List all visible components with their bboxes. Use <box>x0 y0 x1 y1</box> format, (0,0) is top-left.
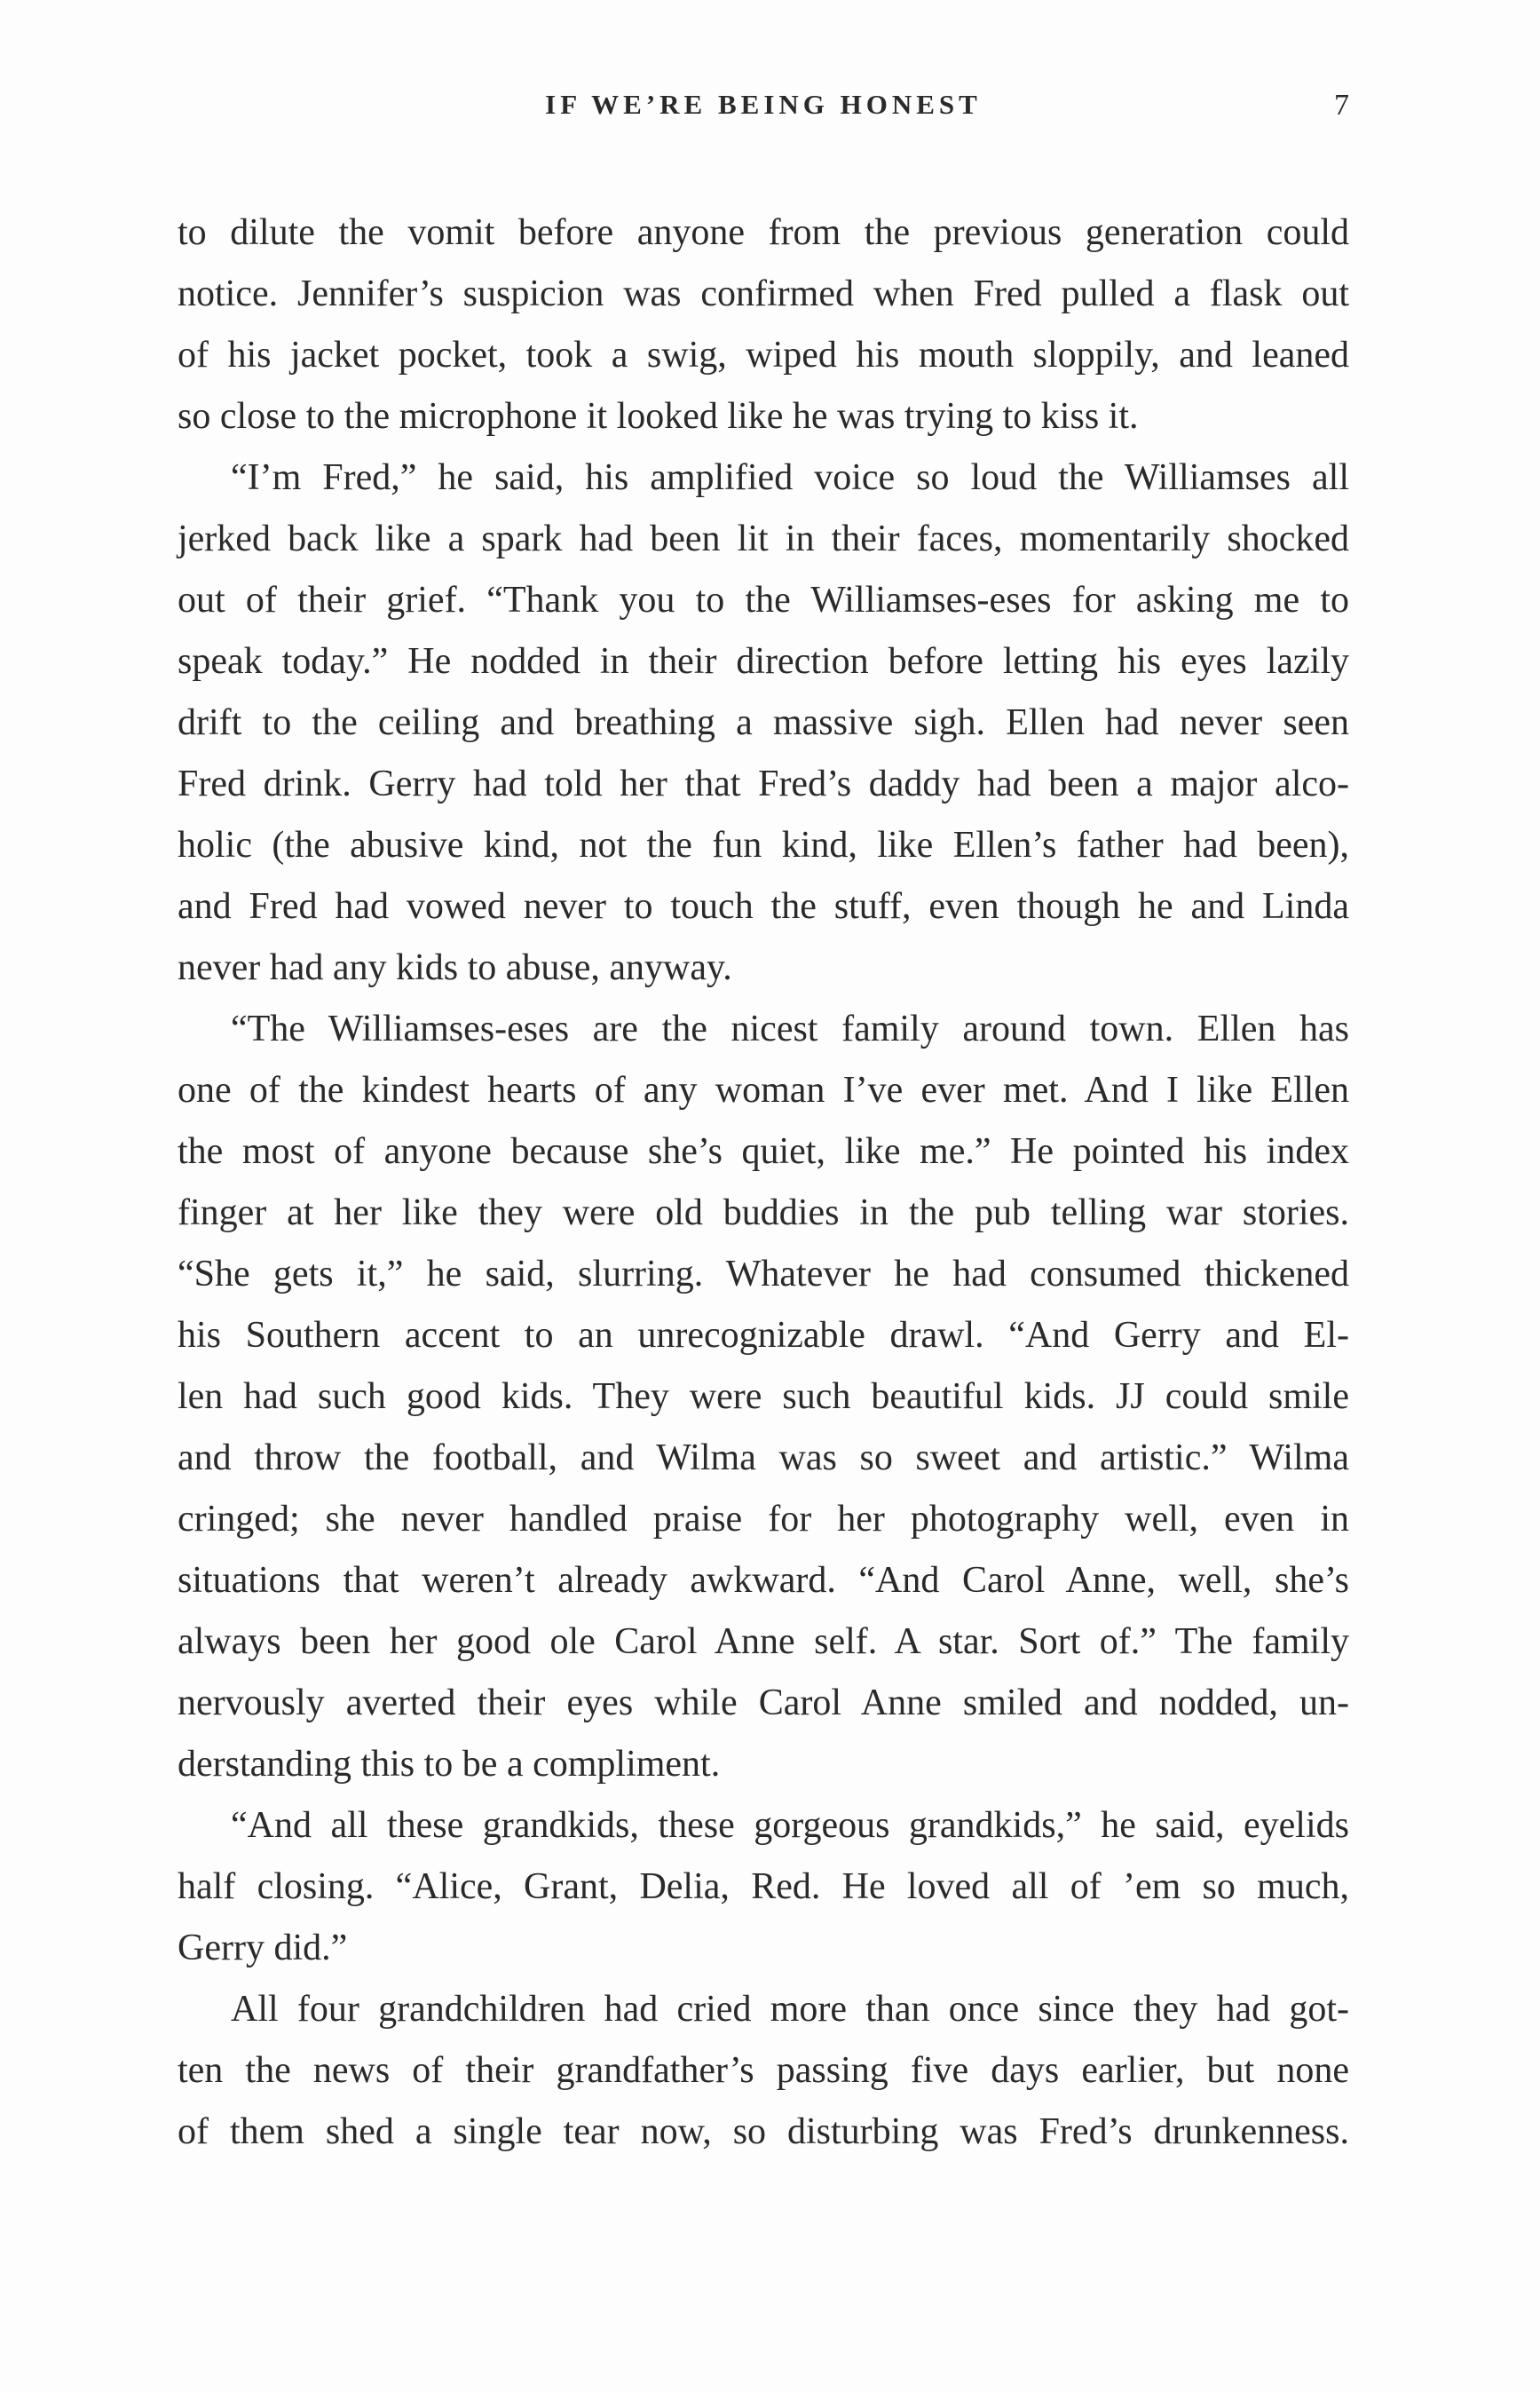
text-line: half closing. “Alice, Grant, Delia, Red. He loved all of ’em so much, <box>178 1866 1349 1907</box>
text-line: so close to the microphone it looked like he was trying to kiss it. <box>178 396 1139 437</box>
text-line: “I’m Fred,” he said, his amplified voice so loud the Williamses all <box>231 457 1349 498</box>
running-title: IF WE’RE BEING HONEST <box>545 89 982 120</box>
paragraph-2 <box>178 447 1349 999</box>
text-line: and throw the football, and Wilma was so sweet and artistic.” Wilma <box>178 1437 1349 1478</box>
text-line: and Fred had vowed never to touch the stuff, even though he and Linda <box>178 886 1349 927</box>
text-line: jerked back like a spark had been lit in their faces, momentarily shocked <box>178 519 1349 559</box>
text-line: always been her good ole Carol Anne self. A star. Sort of.” The family <box>178 1621 1349 1662</box>
text-line: ten the news of their grandfather’s passing five days earlier, but none <box>178 2050 1349 2091</box>
text-line: finger at her like they were old buddies in the pub telling war stories. <box>178 1192 1349 1233</box>
text-line: “And all these grandkids, these gorgeous grandkids,” he said, eyelids <box>231 1805 1349 1846</box>
text-line: Gerry did.” <box>178 1928 348 1968</box>
text-line: len had such good kids. They were such beautiful kids. JJ could smile <box>178 1376 1349 1417</box>
text-line: of them shed a single tear now, so disturbing was Fred’s drunkenness. <box>178 2111 1349 2152</box>
text-line: All four grandchildren had cried more than once since they had got- <box>231 1989 1349 2030</box>
paragraph-3 <box>178 999 1349 1795</box>
text-line: situations that weren’t already awkward. “And Carol Anne, well, she’s <box>178 1560 1349 1601</box>
paragraph-4 <box>178 1795 1349 1979</box>
text-line: derstanding this to be a compliment. <box>178 1744 721 1785</box>
text-line: holic (the abusive kind, not the fun kind, like Ellen’s father had been), <box>178 825 1349 866</box>
paragraph-1 <box>178 202 1349 447</box>
text-line: his Southern accent to an unrecognizable drawl. “And Gerry and El- <box>178 1315 1349 1356</box>
text-line: Fred drink. Gerry had told her that Fred’s daddy had been a major alco- <box>178 764 1349 804</box>
paragraph-5 <box>178 1979 1349 2163</box>
text-line: “She gets it,” he said, slurring. Whatever he had consumed thickened <box>178 1254 1349 1294</box>
text-line: of his jacket pocket, took a swig, wiped his mouth sloppily, and leaned <box>178 335 1349 376</box>
text-line: notice. Jennifer’s suspicion was confirmed when Fred pulled a flask out <box>178 273 1349 314</box>
body-text <box>178 202 1349 2163</box>
text-line: nervously averted their eyes while Carol Anne smiled and nodded, un- <box>178 1682 1349 1723</box>
text-line: speak today.” He nodded in their direction before letting his eyes lazily <box>178 641 1349 682</box>
page-number: 7 <box>1334 89 1349 122</box>
text-line: out of their grief. “Thank you to the Williamses-eses for asking me to <box>178 580 1349 621</box>
text-line: to dilute the vomit before anyone from the previous generation could <box>178 212 1349 253</box>
text-line: the most of anyone because she’s quiet, like me.” He pointed his index <box>178 1131 1349 1172</box>
text-line: cringed; she never handled praise for her photography well, even in <box>178 1499 1349 1540</box>
text-line: one of the kindest hearts of any woman I’ve ever met. And I like Ellen <box>178 1070 1349 1111</box>
text-line: “The Williamses-eses are the nicest family around town. Ellen has <box>231 1009 1349 1049</box>
text-line: never had any kids to abuse, anyway. <box>178 947 732 988</box>
running-head <box>178 89 1349 133</box>
text-line: drift to the ceiling and breathing a massive sigh. Ellen had never seen <box>178 702 1349 743</box>
